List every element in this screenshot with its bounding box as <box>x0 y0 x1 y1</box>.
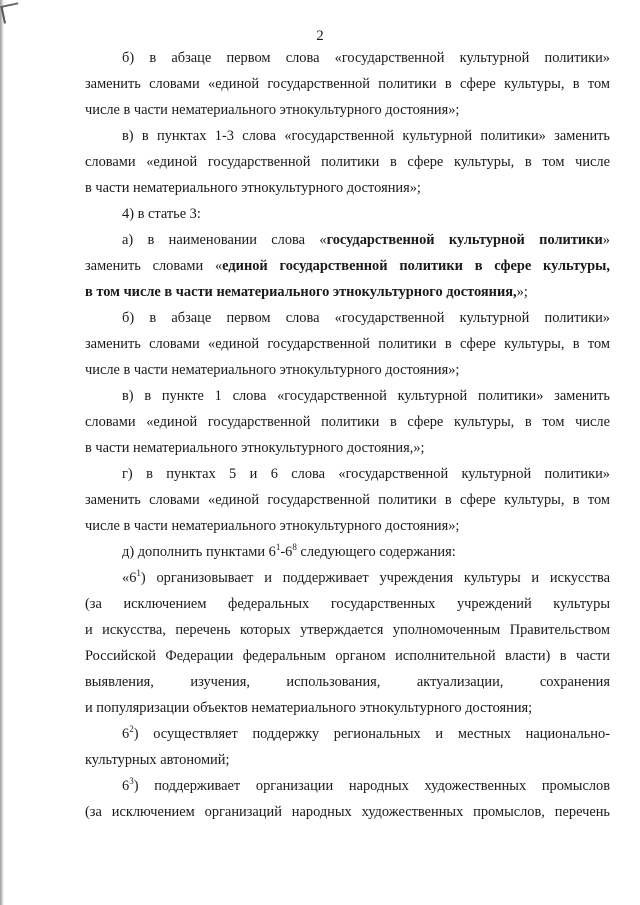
scan-corner-mark <box>0 2 21 23</box>
text-segment: д) дополнить пунктами 6 <box>122 544 276 560</box>
text-segment: словами «единой государственной политики в сфере культуры, в том числе <box>85 154 610 170</box>
document-body <box>85 45 610 825</box>
text-segment: и искусства, перечень которых утверждается уполномоченным Правительством <box>85 622 610 638</box>
superscript: 2 <box>129 724 134 734</box>
text-line <box>85 409 610 435</box>
text-line <box>85 695 610 721</box>
superscript: 8 <box>292 542 297 552</box>
text-segment: следующего содержания: <box>296 544 456 560</box>
text-segment: выявления, изучения, использования, актуализации, сохранения <box>85 674 610 690</box>
text-segment: в) в пункте 1 слова «государственной культурной политики» заменить <box>122 388 610 404</box>
text-segment: заменить словами «единой государственной политики в сфере культуры, в том <box>85 76 610 92</box>
text-segment: заменить словами «единой государственной политики в сфере культуры, в том <box>85 336 610 352</box>
page-number: 2 <box>316 28 324 44</box>
text-segment: заменить словами «единой государственной политики в сфере культуры, в том <box>85 492 610 508</box>
text-line <box>85 45 610 71</box>
text-segment: числе в части нематериального этнокультурного достояния»; <box>85 102 460 118</box>
text-line <box>85 357 610 383</box>
text-segment: » <box>602 232 610 248</box>
text-line <box>85 669 610 695</box>
text-segment: 4) в статье 3: <box>122 206 201 222</box>
text-segment: в части нематериального этнокультурного достояния»; <box>85 180 421 196</box>
text-line <box>85 643 610 669</box>
text-segment: б) в абзаце первом слова «государственной культурной политики» <box>122 50 610 66</box>
text-segment: ) поддерживает организации народных художественных промыслов <box>133 778 610 794</box>
text-line <box>85 721 610 747</box>
text-segment: (за исключением организаций народных художественных промыслов, перечень <box>85 804 610 820</box>
text-segment: (за исключением федеральных государственных учреждений культуры <box>85 596 610 612</box>
text-segment: ) осуществляет поддержку региональных и местных национально- <box>133 726 610 742</box>
text-segment: 6 <box>122 726 130 742</box>
text-segment: 6 <box>122 778 130 794</box>
text-segment: числе в части нематериального этнокультурного достояния»; <box>85 518 460 534</box>
text-line <box>85 435 610 461</box>
text-line <box>85 617 610 643</box>
text-segment: в) в пунктах 1-3 слова «государственной культурной политики» заменить <box>122 128 610 144</box>
text-line <box>85 565 610 591</box>
text-line <box>85 97 610 123</box>
text-segment: -6 <box>280 544 293 560</box>
text-segment: а) в наименовании слова « <box>122 232 327 248</box>
text-line <box>85 461 610 487</box>
text-segment: в части нематериального этнокультурного достояния,»; <box>85 440 425 456</box>
bold-text: государственной культурной политики <box>326 232 603 248</box>
text-line <box>85 123 610 149</box>
text-line <box>85 279 610 305</box>
text-segment: заменить словами « <box>85 258 223 274</box>
superscript: 1 <box>136 568 141 578</box>
text-line <box>85 539 610 565</box>
text-line <box>85 71 610 97</box>
text-line <box>85 227 610 253</box>
superscript: 3 <box>129 776 134 786</box>
scan-edge-mark <box>0 0 4 905</box>
text-line <box>85 799 610 825</box>
text-segment: ) организовывает и поддерживает учреждения культуры и искусства <box>140 570 610 586</box>
bold-text: единой государственной политики в сфере культуры, <box>222 258 610 274</box>
text-line <box>85 253 610 279</box>
text-segment: б) в абзаце первом слова «государственной культурной политики» <box>122 310 610 326</box>
text-segment: «6 <box>122 570 137 586</box>
text-segment: Российской Федерации федеральным органом исполнительной власти) в части <box>85 648 610 664</box>
text-line <box>85 149 610 175</box>
text-segment: »; <box>516 284 528 300</box>
text-line <box>85 383 610 409</box>
text-line <box>85 591 610 617</box>
text-line <box>85 773 610 799</box>
text-segment: и популяризации объектов нематериального этнокультурного достояния; <box>85 700 533 716</box>
text-line <box>85 487 610 513</box>
text-segment: словами «единой государственной политики в сфере культуры, в том числе <box>85 414 610 430</box>
text-line <box>85 331 610 357</box>
text-line <box>85 175 610 201</box>
text-line <box>85 747 610 773</box>
text-segment: числе в части нематериального этнокультурного достояния»; <box>85 362 460 378</box>
text-segment: г) в пунктах 5 и 6 слова «государственной культурной политики» <box>122 466 610 482</box>
superscript: 1 <box>275 542 281 552</box>
text-line <box>85 305 610 331</box>
text-segment: культурных автономий; <box>85 752 230 768</box>
bold-text: в том числе в части нематериального этнокультурного достояния, <box>85 284 517 300</box>
text-line <box>85 201 610 227</box>
text-line <box>85 513 610 539</box>
